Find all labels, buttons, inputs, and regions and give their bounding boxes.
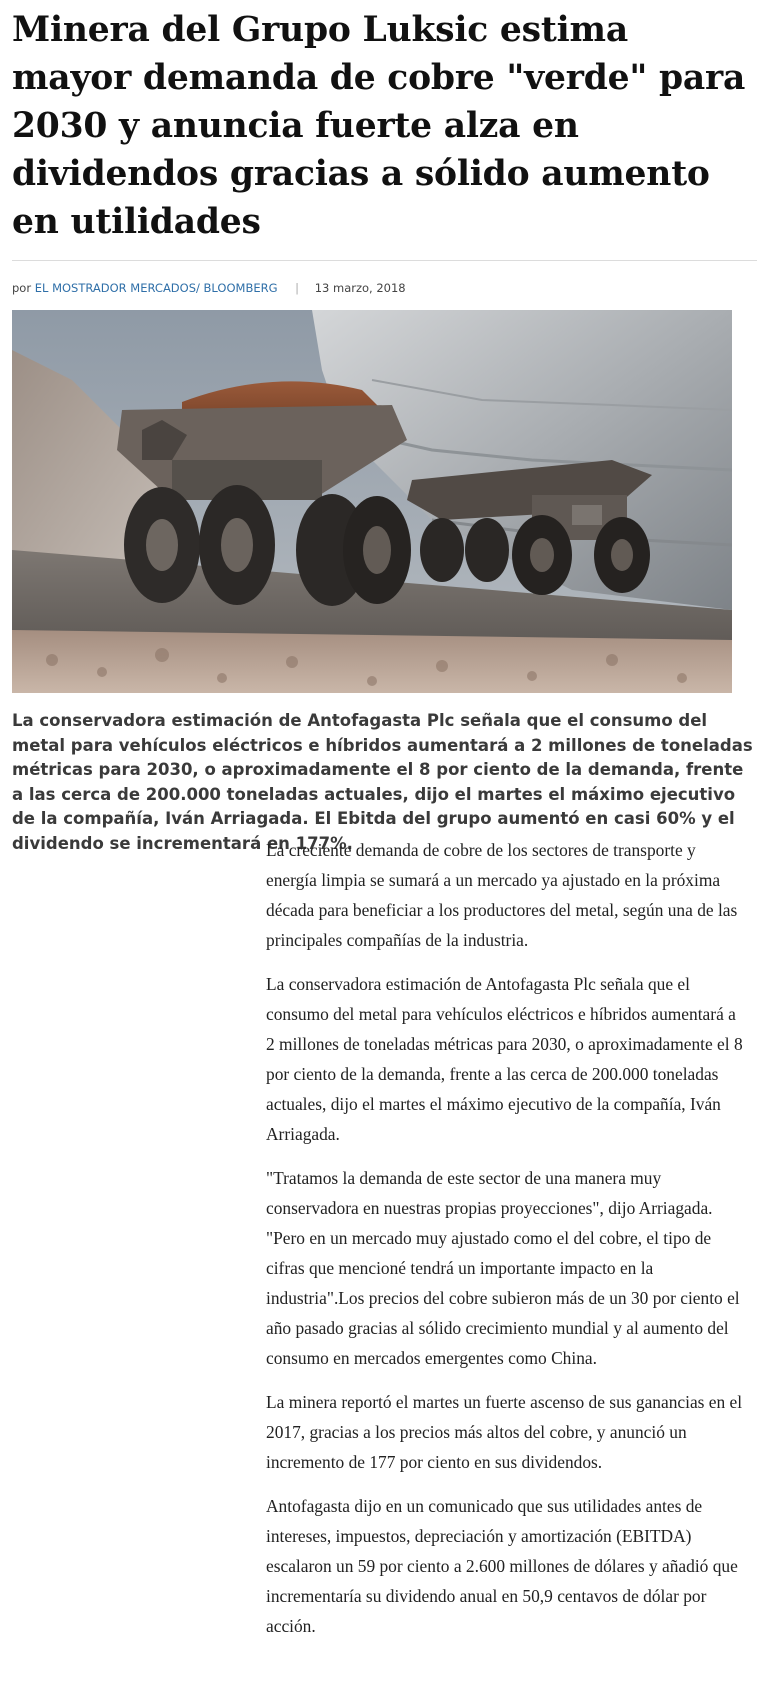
body-paragraph: Antofagasta dijo en un comunicado que sus utilidades antes de intereses, impuestos, depreciación y amortización (EBITDA) escalaron un 59 por ciento a 2.600 millones de dólares y añadió que incrementaría su dividendo anual en 50,9 centavos de dólar por acción. bbox=[266, 1496, 738, 1636]
article bbox=[12, 0, 757, 856]
byline bbox=[12, 280, 757, 296]
author-link[interactable]: EL MOSTRADOR MERCADOS/ BLOOMBERG bbox=[34, 281, 278, 295]
article-headline: Minera del Grupo Luksic estima mayor demanda de cobre "verde" para 2030 y anuncia fuerte alza en dividendos gracias a sólido aumento en utilidades bbox=[12, 10, 746, 242]
body-paragraph: La minera reportó el martes un fuerte ascenso de sus ganancias en el 2017, gracias a los precios más altos del cobre, y anunció un incremento de 177 por ciento en sus dividendos. bbox=[266, 1392, 743, 1472]
body-paragraph: La conservadora estimación de Antofagasta Plc señala que el consumo del metal para vehículos eléctricos e híbridos aumentará a 2 millones de toneladas métricas para 2030, o aproximadamente el 8 por ciento de la demanda, frente a las cerca de 200.000 toneladas actuales, dijo el martes el máximo ejecutivo de la compañía, Iván Arriagada. bbox=[266, 974, 743, 1144]
byline-separator: | bbox=[295, 281, 300, 295]
headline-divider bbox=[12, 260, 757, 261]
body-paragraph: La creciente demanda de cobre de los sectores de transporte y energía limpia se sumará a un mercado ya ajustado en la próxima década para beneficiar a los productores del metal, según una de las principales compañías de la industria. bbox=[266, 840, 738, 950]
publish-date: 13 marzo, 2018 bbox=[314, 281, 406, 295]
hero-image bbox=[12, 310, 732, 693]
haul-truck-back bbox=[407, 460, 652, 595]
body-paragraph: "Tratamos la demanda de este sector de una manera muy conservadora en nuestras propias proyecciones", dijo Arriagada. "Pero en un mercado muy ajustado como el del cobre, el tipo de cifras que mencioné tendrá un importante impacto en la industria".Los precios del cobre subieron más de un 30 por ciento el año pasado gracias al sólido crecimiento mundial y al aumento del consumo en mercados emergentes como China. bbox=[266, 1168, 740, 1368]
article-lead: La conservadora estimación de Antofagasta Plc señala que el consumo del metal para vehículos eléctricos e híbridos aumentará a 2 millones de toneladas métricas para 2030, o aproximadamente el 8 por ciento de la demanda, frente a las cerca de 200.000 toneladas actuales, dijo el martes el máximo ejecutivo de la compañía, Iván Arriagada. El Ebitda del grupo aumentó en casi 60% y el dividendo se incrementará en 177%. bbox=[12, 711, 753, 853]
article-body bbox=[266, 835, 746, 1655]
byline-prefix: por bbox=[12, 281, 32, 295]
